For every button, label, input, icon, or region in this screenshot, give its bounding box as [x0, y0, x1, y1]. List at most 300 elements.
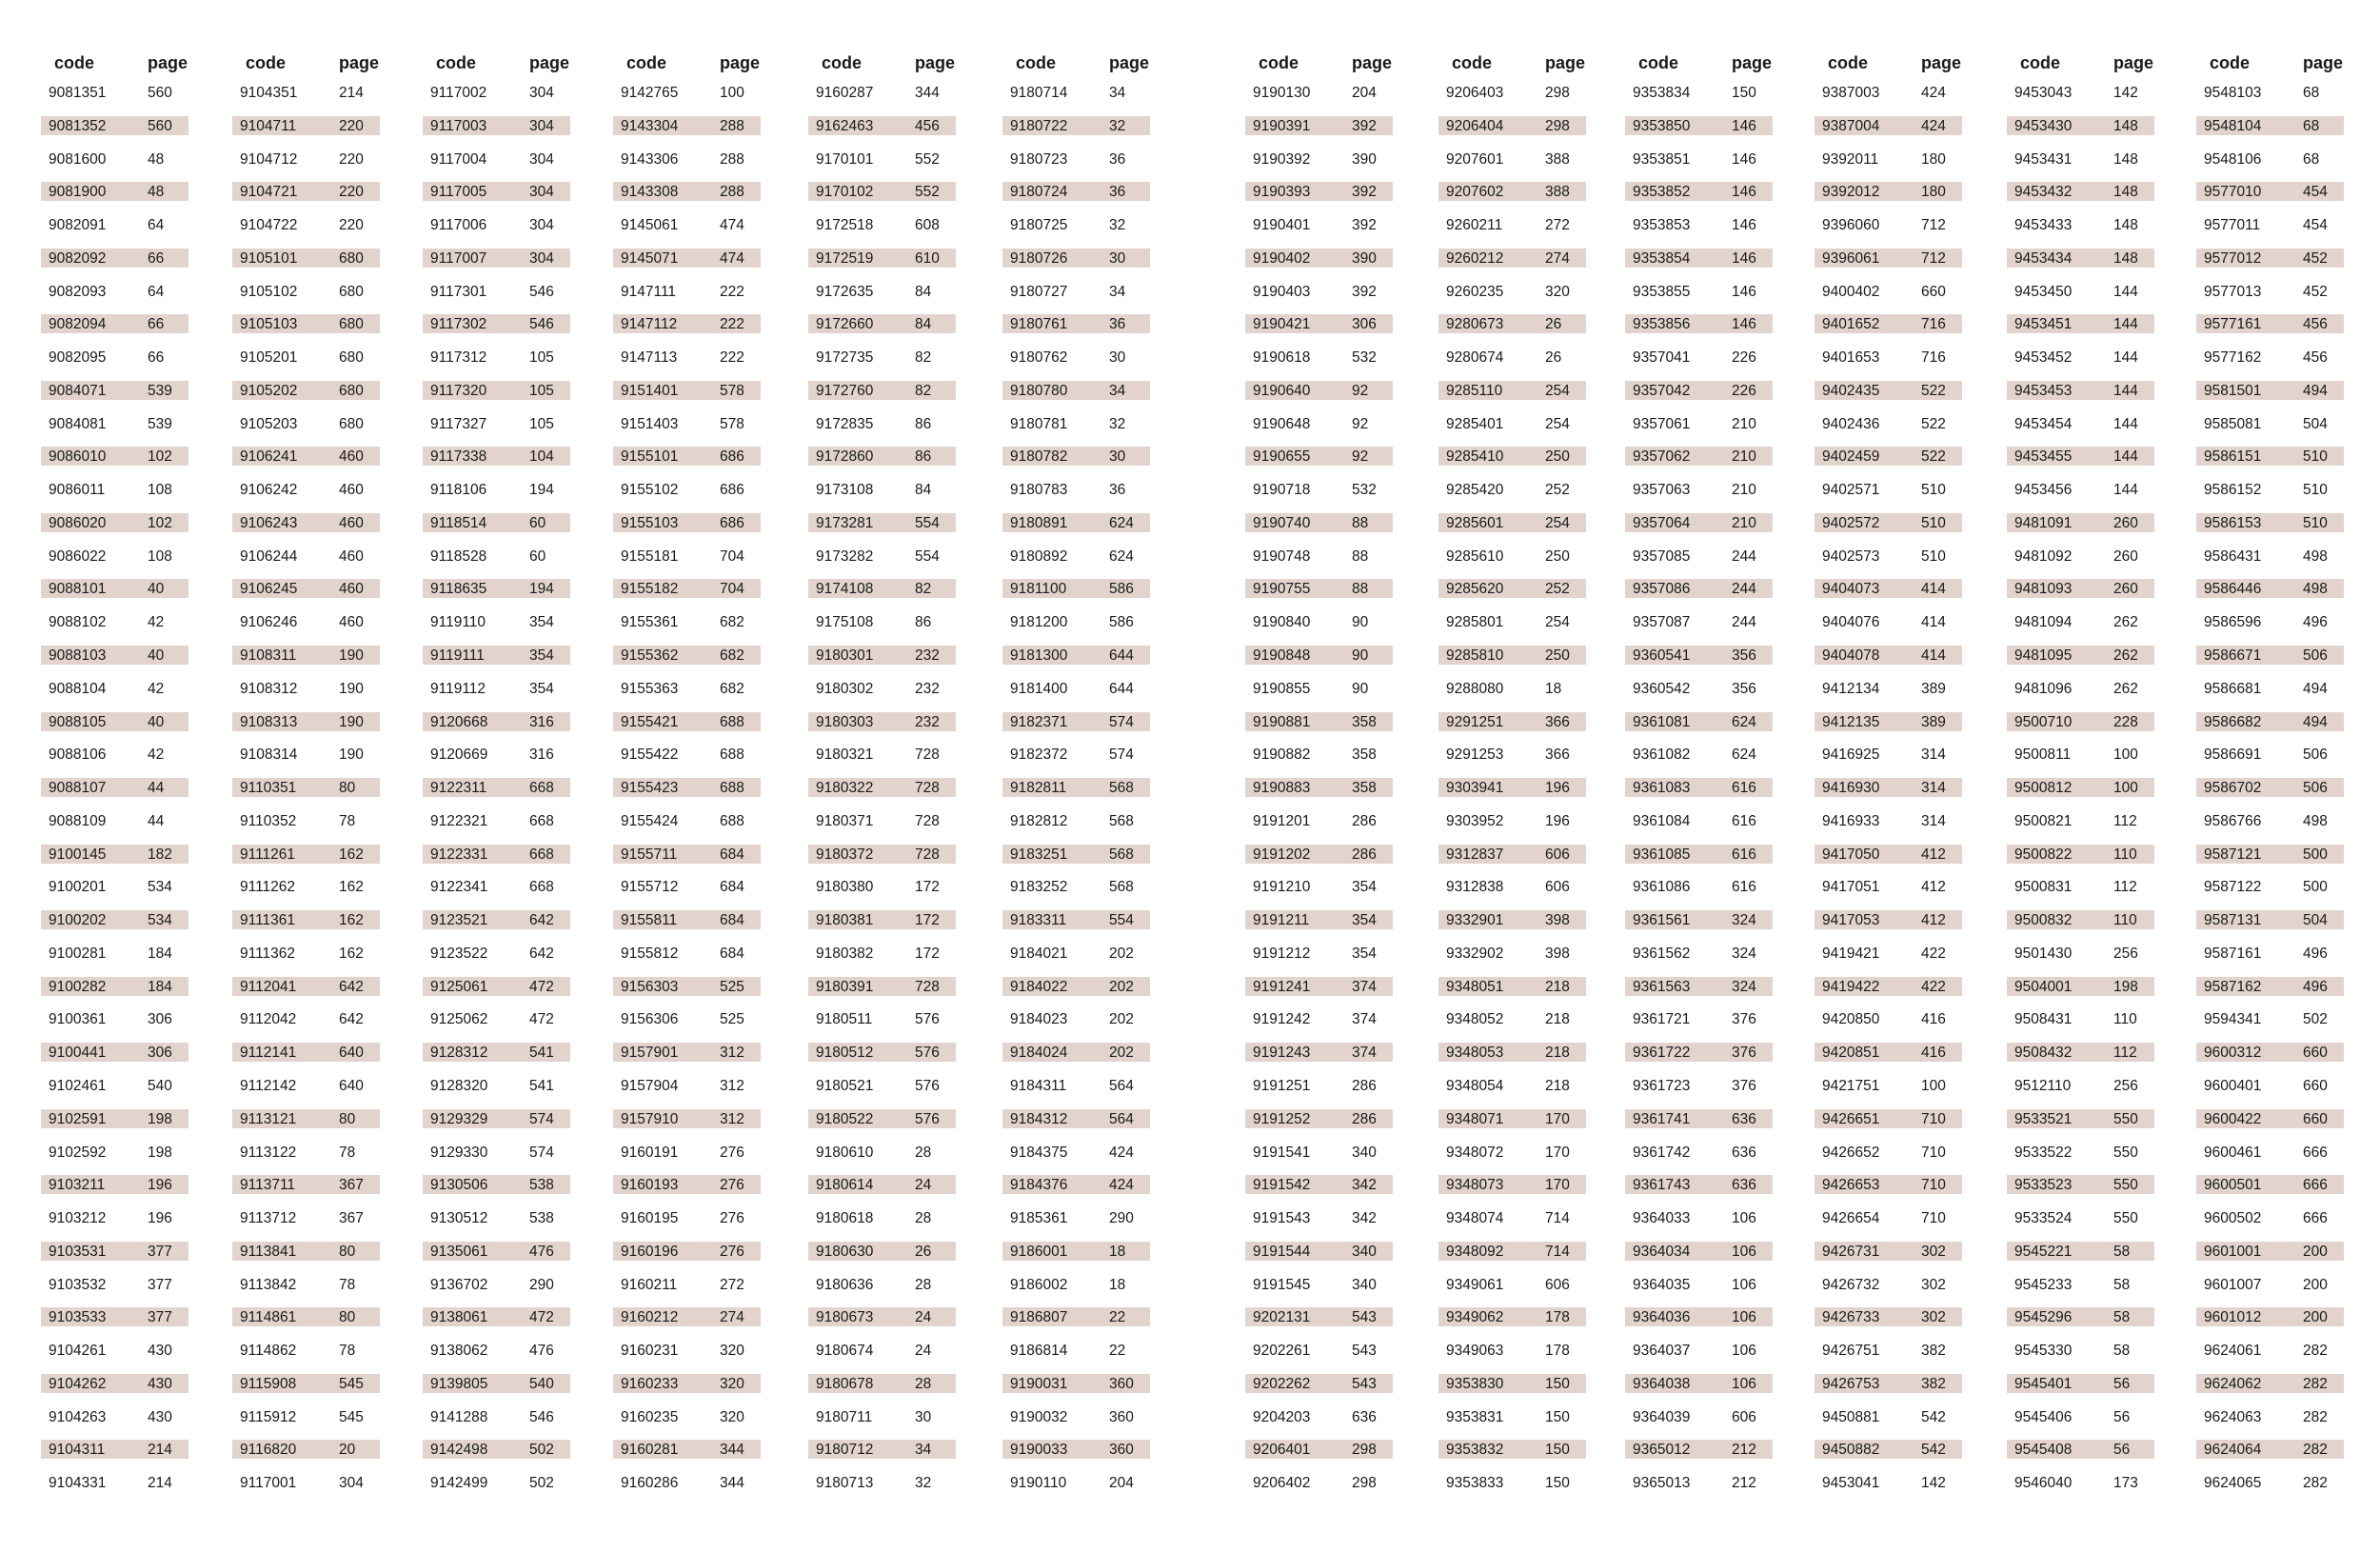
table-row: [41, 376, 188, 409]
code-cell: 9416925: [1822, 747, 1880, 764]
table-row: [808, 773, 956, 806]
table-row: [1245, 674, 1393, 707]
table-row: [613, 574, 761, 607]
page-cell: 148: [2113, 249, 2138, 267]
page-cell: 202: [1109, 1045, 1134, 1062]
page-cell: 34: [1109, 283, 1126, 300]
table-row: [1002, 1204, 1150, 1237]
page-cell: 88: [1352, 514, 1369, 531]
table-row: [1245, 740, 1393, 773]
table-row: [1002, 210, 1150, 244]
table-row: [613, 740, 761, 773]
code-cell: 9624065: [2204, 1475, 2262, 1492]
table-row: [41, 1270, 188, 1304]
code-cell: 9285410: [1446, 448, 1504, 466]
code-cell: 9172860: [816, 448, 874, 466]
page-cell: 510: [2303, 482, 2328, 499]
page-cell: 144: [2113, 382, 2138, 399]
table-row: [1002, 740, 1150, 773]
code-cell: 9125061: [430, 978, 488, 995]
page-cell: 276: [720, 1210, 744, 1227]
code-cell: 9453452: [2014, 349, 2073, 367]
table-row: [2196, 773, 2344, 806]
table-row: [423, 1138, 570, 1171]
code-cell: 9586431: [2204, 548, 2262, 565]
header-page: page: [1109, 53, 1150, 72]
page-cell: 244: [1732, 614, 1756, 631]
table-row: [1815, 806, 1962, 840]
code-cell: 9364035: [1633, 1276, 1691, 1293]
code-cell: 9155362: [621, 647, 679, 665]
code-cell: 9586446: [2204, 581, 2262, 598]
table-row: [2007, 1038, 2154, 1071]
table-row: [2007, 1435, 2154, 1468]
code-cell: 9184375: [1010, 1144, 1068, 1161]
page-cell: 198: [148, 1110, 172, 1127]
page-cell: 398: [1545, 945, 1570, 962]
header-code: code: [1016, 53, 1057, 72]
table-row: [2007, 442, 2154, 475]
table-row: [1815, 343, 1962, 376]
page-cell: 452: [2303, 249, 2328, 267]
page-cell: 200: [2303, 1243, 2328, 1260]
page-cell: 220: [339, 217, 364, 234]
code-cell: 9387003: [1822, 85, 1880, 101]
header-code: code: [54, 53, 95, 72]
page-cell: 182: [148, 846, 172, 863]
code-cell: 9453433: [2014, 217, 2073, 234]
table-row: [1625, 508, 1773, 542]
table-row: [1002, 1105, 1150, 1138]
page-cell: 472: [529, 978, 554, 995]
page-cell: 504: [2303, 912, 2328, 929]
table-row: [1245, 806, 1393, 840]
page-cell: 498: [2303, 812, 2328, 829]
table-row: [1815, 78, 1962, 111]
code-cell: 9106243: [240, 514, 298, 531]
code-cell: 9586681: [2204, 680, 2262, 697]
code-cell: 9082094: [49, 316, 107, 333]
code-cell: 9624063: [2204, 1408, 2262, 1425]
code-cell: 9086011: [49, 482, 106, 499]
table-row: [423, 343, 570, 376]
page-cell: 606: [1545, 879, 1570, 896]
code-cell: 9191242: [1253, 1011, 1311, 1028]
table-row: [232, 972, 380, 1005]
code-cell: 9155423: [621, 780, 679, 797]
table-row: [41, 244, 188, 277]
page-cell: 680: [339, 316, 364, 333]
page-cell: 472: [529, 1011, 554, 1028]
page-cell: 560: [148, 85, 172, 101]
page-cell: 360: [1109, 1375, 1134, 1392]
table-row: [1002, 1336, 1150, 1369]
page-cell: 178: [1545, 1309, 1570, 1326]
table-row: [1625, 1270, 1773, 1304]
table-row: [1002, 277, 1150, 310]
table-row: [423, 872, 570, 906]
code-cell: 9155101: [621, 448, 679, 466]
column-header: [1625, 50, 1773, 78]
code-cell: 9348092: [1446, 1243, 1504, 1260]
page-cell: 196: [1545, 780, 1570, 797]
code-cell: 9332902: [1446, 945, 1504, 962]
page-cell: 374: [1352, 1045, 1377, 1062]
table-row: [808, 740, 956, 773]
page-cell: 460: [339, 514, 364, 531]
code-cell: 9191211: [1253, 912, 1310, 929]
code-cell: 9412134: [1822, 680, 1880, 697]
table-row: [1815, 674, 1962, 707]
code-cell: 9586671: [2204, 647, 2262, 665]
table-row: [2007, 906, 2154, 939]
table-row: [41, 641, 188, 674]
page-cell: 232: [915, 647, 940, 665]
table-row: [41, 1170, 188, 1204]
code-cell: 9416933: [1822, 812, 1880, 829]
code-cell: 9184021: [1010, 945, 1068, 962]
table-row: [1625, 1468, 1773, 1502]
page-cell: 390: [1352, 249, 1377, 267]
code-cell: 9191252: [1253, 1110, 1311, 1127]
page-cell: 389: [1921, 680, 1946, 697]
page-cell: 146: [1732, 283, 1756, 300]
page-cell: 680: [339, 382, 364, 399]
table-row: [613, 309, 761, 343]
page-cell: 500: [2303, 879, 2328, 896]
code-cell: 9587122: [2204, 879, 2262, 896]
page-cell: 545: [339, 1408, 364, 1425]
page-cell: 320: [720, 1343, 744, 1360]
table-row: [2196, 574, 2344, 607]
table-row: [808, 840, 956, 873]
table-row: [1625, 145, 1773, 178]
page-cell: 422: [1921, 978, 1946, 995]
page-cell: 196: [148, 1177, 172, 1194]
table-row: [423, 972, 570, 1005]
table-row: [41, 1303, 188, 1336]
page-cell: 312: [720, 1110, 744, 1127]
code-cell: 9357085: [1633, 548, 1691, 565]
table-row: [1245, 1105, 1393, 1138]
code-cell: 9353854: [1633, 249, 1691, 267]
page-cell: 525: [720, 978, 744, 995]
code-cell: 9453456: [2014, 482, 2073, 499]
code-cell: 9353831: [1446, 1408, 1504, 1425]
page-cell: 220: [339, 117, 364, 134]
table-row: [2007, 343, 2154, 376]
page-cell: 574: [1109, 713, 1134, 730]
table-row: [808, 939, 956, 972]
code-cell: 9349063: [1446, 1343, 1504, 1360]
table-row: [1438, 607, 1586, 641]
code-cell: 9285420: [1446, 482, 1504, 499]
code-cell: 9400402: [1822, 283, 1880, 300]
page-cell: 688: [720, 747, 744, 764]
page-cell: 302: [1921, 1309, 1946, 1326]
page-cell: 150: [1732, 85, 1756, 101]
code-cell: 9122311: [430, 780, 487, 797]
page-cell: 18: [1109, 1243, 1126, 1260]
page-cell: 682: [720, 614, 744, 631]
page-cell: 298: [1545, 85, 1570, 101]
table-row: [2196, 674, 2344, 707]
table-row: [1438, 1270, 1586, 1304]
page-cell: 714: [1545, 1243, 1570, 1260]
page-cell: 78: [339, 812, 356, 829]
code-cell: 9105101: [240, 249, 298, 267]
table-row: [2196, 1170, 2344, 1204]
table-row: [41, 1435, 188, 1468]
page-cell: 340: [1352, 1243, 1377, 1260]
page-cell: 68: [2303, 150, 2320, 168]
page-cell: 106: [1732, 1243, 1756, 1260]
table-row: [1815, 641, 1962, 674]
table-row: [1002, 475, 1150, 508]
table-row: [2196, 906, 2344, 939]
table-row: [1438, 145, 1586, 178]
table-row: [41, 906, 188, 939]
code-cell: 9162463: [816, 117, 874, 134]
page-cell: 202: [1109, 978, 1134, 995]
code-cell: 9600312: [2204, 1045, 2262, 1062]
code-cell: 9113842: [240, 1276, 297, 1293]
page-cell: 170: [1545, 1177, 1570, 1194]
table-row: [1438, 442, 1586, 475]
table-row: [1245, 508, 1393, 542]
page-cell: 586: [1109, 614, 1134, 631]
code-cell: 9170101: [816, 150, 874, 168]
table-row: [41, 1038, 188, 1071]
table-row: [1245, 1403, 1393, 1436]
page-cell: 58: [2113, 1243, 2131, 1260]
table-row: [613, 1303, 761, 1336]
table-row: [423, 1303, 570, 1336]
table-row: [2007, 475, 2154, 508]
table-row: [2196, 343, 2344, 376]
page-cell: 624: [1109, 514, 1134, 531]
code-cell: 9100202: [49, 912, 107, 929]
code-cell: 9100282: [49, 978, 107, 995]
page-cell: 32: [1109, 117, 1126, 134]
page-cell: 112: [2113, 879, 2137, 896]
code-cell: 9184312: [1010, 1110, 1068, 1127]
table-row: [808, 177, 956, 210]
table-row: [1002, 641, 1150, 674]
page-cell: 105: [529, 415, 554, 432]
page-cell: 522: [1921, 415, 1946, 432]
code-cell: 9125062: [430, 1011, 488, 1028]
table-row: [1002, 574, 1150, 607]
page-cell: 510: [2303, 448, 2328, 466]
page-cell: 576: [915, 1045, 940, 1062]
table-row: [423, 674, 570, 707]
table-row: [1245, 1270, 1393, 1304]
table-row: [1245, 707, 1393, 741]
table-row: [613, 508, 761, 542]
code-cell: 9361742: [1633, 1144, 1691, 1161]
page-cell: 194: [529, 482, 554, 499]
table-row: [232, 674, 380, 707]
table-row: [2196, 78, 2344, 111]
table-row: [2196, 740, 2344, 773]
table-row: [808, 1369, 956, 1403]
page-cell: 194: [529, 581, 554, 598]
page-cell: 686: [720, 448, 744, 466]
page-cell: 282: [2303, 1408, 2328, 1425]
page-cell: 274: [720, 1309, 744, 1326]
table-row: [1438, 508, 1586, 542]
table-row: [41, 1138, 188, 1171]
page-cell: 728: [915, 747, 940, 764]
page-cell: 314: [1921, 812, 1946, 829]
table-row: [613, 145, 761, 178]
table-row: [1002, 145, 1150, 178]
page-cell: 586: [1109, 581, 1134, 598]
table-row: [2196, 806, 2344, 840]
code-cell: 9353856: [1633, 316, 1691, 333]
table-row: [1002, 442, 1150, 475]
page-cell: 546: [529, 1408, 554, 1425]
table-row: [1002, 1303, 1150, 1336]
page-cell: 256: [2113, 945, 2138, 962]
code-cell: 9117302: [430, 316, 487, 333]
code-cell: 9202261: [1253, 1343, 1311, 1360]
column-header: [1245, 50, 1393, 78]
page-cell: 92: [1352, 382, 1369, 399]
code-cell: 9190031: [1010, 1375, 1068, 1392]
code-cell: 9361081: [1633, 713, 1691, 730]
page-cell: 262: [2113, 680, 2138, 697]
table-row: [1245, 1038, 1393, 1071]
code-cell: 9155811: [621, 912, 678, 929]
code-cell: 9106246: [240, 614, 298, 631]
page-cell: 554: [915, 514, 940, 531]
page-cell: 142: [1921, 1475, 1946, 1492]
page-cell: 324: [1732, 912, 1756, 929]
code-cell: 9190848: [1253, 647, 1311, 665]
page-cell: 574: [529, 1144, 554, 1161]
code-cell: 9361084: [1633, 812, 1691, 829]
table-row: [1438, 1369, 1586, 1403]
table-row: [613, 1038, 761, 1071]
table-row: [2007, 740, 2154, 773]
page-cell: 506: [2303, 747, 2328, 764]
code-cell: 9600502: [2204, 1210, 2262, 1227]
code-cell: 9360541: [1633, 647, 1691, 665]
code-cell: 9180380: [816, 879, 874, 896]
page-cell: 624: [1109, 548, 1134, 565]
column-header: [2007, 50, 2154, 78]
table-row: [613, 806, 761, 840]
code-cell: 9108313: [240, 713, 298, 730]
code-cell: 9104331: [49, 1475, 107, 1492]
page-cell: 190: [339, 747, 364, 764]
table-row: [1245, 906, 1393, 939]
table-row: [2007, 210, 2154, 244]
code-cell: 9081900: [49, 184, 107, 201]
table-row: [1625, 542, 1773, 575]
page-cell: 660: [2303, 1077, 2328, 1094]
header-code: code: [1259, 53, 1299, 72]
header-page: page: [529, 53, 570, 72]
page-cell: 398: [1545, 912, 1570, 929]
table-row: [1438, 939, 1586, 972]
page-cell: 716: [1921, 316, 1946, 333]
table-row: [1625, 1336, 1773, 1369]
page-cell: 106: [1732, 1276, 1756, 1293]
page-cell: 80: [339, 1110, 356, 1127]
code-cell: 9100361: [49, 1011, 107, 1028]
table-row: [423, 508, 570, 542]
page-cell: 606: [1545, 846, 1570, 863]
table-row: [1625, 972, 1773, 1005]
page-cell: 22: [1109, 1309, 1126, 1326]
table-row: [423, 376, 570, 409]
page-cell: 660: [1921, 283, 1946, 300]
table-row: [423, 607, 570, 641]
page-cell: 34: [1109, 85, 1126, 101]
page-cell: 146: [1732, 217, 1756, 234]
page-cell: 666: [2303, 1210, 2328, 1227]
page-cell: 162: [339, 945, 364, 962]
page-cell: 42: [148, 747, 165, 764]
page-cell: 340: [1352, 1144, 1377, 1161]
page-cell: 222: [720, 283, 744, 300]
page-cell: 342: [1352, 1177, 1377, 1194]
table-row: [1625, 574, 1773, 607]
code-cell: 9180511: [816, 1011, 873, 1028]
code-cell: 9202131: [1253, 1309, 1311, 1326]
page-cell: 377: [148, 1243, 172, 1260]
table-row: [1438, 542, 1586, 575]
table-row: [41, 78, 188, 111]
page-cell: 510: [2303, 514, 2328, 531]
page-cell: 710: [1921, 1144, 1946, 1161]
page-cell: 682: [720, 647, 744, 665]
table-row: [613, 1270, 761, 1304]
table-row: [1245, 475, 1393, 508]
code-cell: 9402573: [1822, 548, 1880, 565]
table-row: [1438, 1468, 1586, 1502]
page-cell: 498: [2303, 581, 2328, 598]
page-cell: 80: [339, 1309, 356, 1326]
page-cell: 568: [1109, 812, 1134, 829]
code-cell: 9088102: [49, 614, 107, 631]
table-row: [613, 1138, 761, 1171]
page-cell: 710: [1921, 1110, 1946, 1127]
page-cell: 82: [915, 349, 932, 367]
code-cell: 9207601: [1446, 150, 1504, 168]
code-cell: 9110352: [240, 812, 297, 829]
code-cell: 9183311: [1010, 912, 1067, 929]
code-cell: 9180391: [816, 978, 874, 995]
page-cell: 304: [529, 85, 554, 101]
table-row: [1625, 707, 1773, 741]
code-cell: 9404073: [1822, 581, 1880, 598]
code-cell: 9129330: [430, 1144, 488, 1161]
code-cell: 9303941: [1446, 780, 1504, 797]
code-cell: 9206401: [1253, 1442, 1311, 1459]
page-cell: 680: [339, 249, 364, 267]
page-cell: 288: [720, 150, 744, 168]
page-cell: 48: [148, 150, 165, 168]
code-cell: 9453431: [2014, 150, 2073, 168]
page-cell: 668: [529, 780, 554, 797]
code-cell: 9353851: [1633, 150, 1691, 168]
code-cell: 9117320: [430, 382, 487, 399]
page-cell: 522: [1921, 382, 1946, 399]
